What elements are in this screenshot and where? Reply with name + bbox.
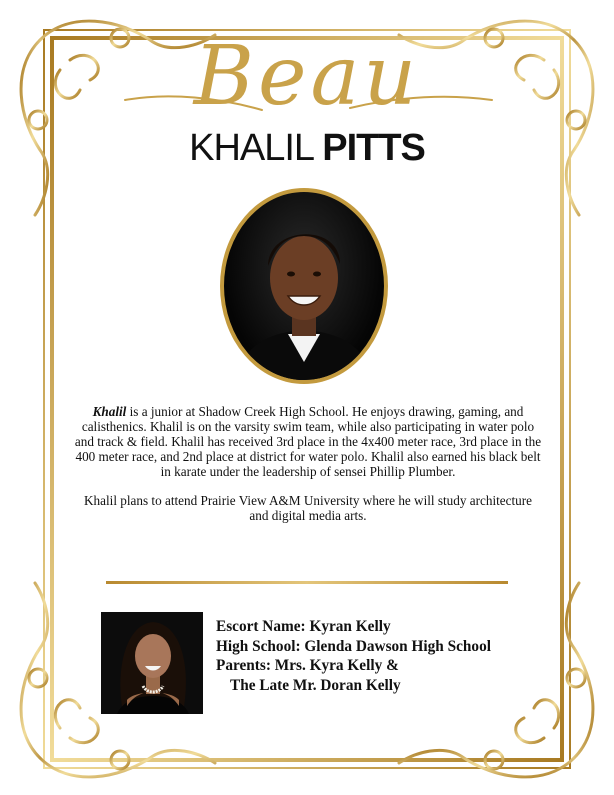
bio-paragraph-2: Khalil plans to attend Prairie View A&M University where he will study architecture and digital media arts.: [84, 493, 532, 523]
bio-paragraph-1-text: is a junior at Shadow Creek High School. He enjoys drawing, gaming, and calisthenics. Khalil is on the varsity swim team, while also participating in water polo and track & field. Khalil has received 3rd place in the 4x400 meter race, 3rd place in the 400 meter race, and 2nd place at district for water polo. Khalil also earned his black belt in karate under the leadership of sensei Phillip Plumber.: [74, 404, 542, 479]
escort-info: [216, 617, 546, 695]
bio-paragraph-1: [74, 404, 542, 479]
escort-illustration: [101, 612, 203, 714]
escort-school-line: High School: Glenda Dawson High School: [216, 637, 491, 655]
honoree-name: [0, 129, 614, 167]
escort-parents-line-2: The Late Mr. Doran Kelly: [230, 676, 401, 694]
bio-lead-name: Khalil: [92, 404, 127, 419]
honoree-portrait: [220, 188, 388, 384]
script-title-beau: Beau: [193, 29, 421, 124]
escort-parents-line-1: Parents: Mrs. Kyra Kelly &: [216, 657, 399, 674]
gold-divider: [106, 581, 508, 584]
escort-name-line: Escort Name: Kyran Kelly: [216, 618, 391, 635]
first-name: KHALIL: [189, 127, 313, 169]
bio-section: [74, 404, 542, 537]
escort-photo: [101, 612, 203, 714]
last-name: PITTS: [322, 127, 425, 169]
portrait-illustration: [224, 192, 384, 380]
